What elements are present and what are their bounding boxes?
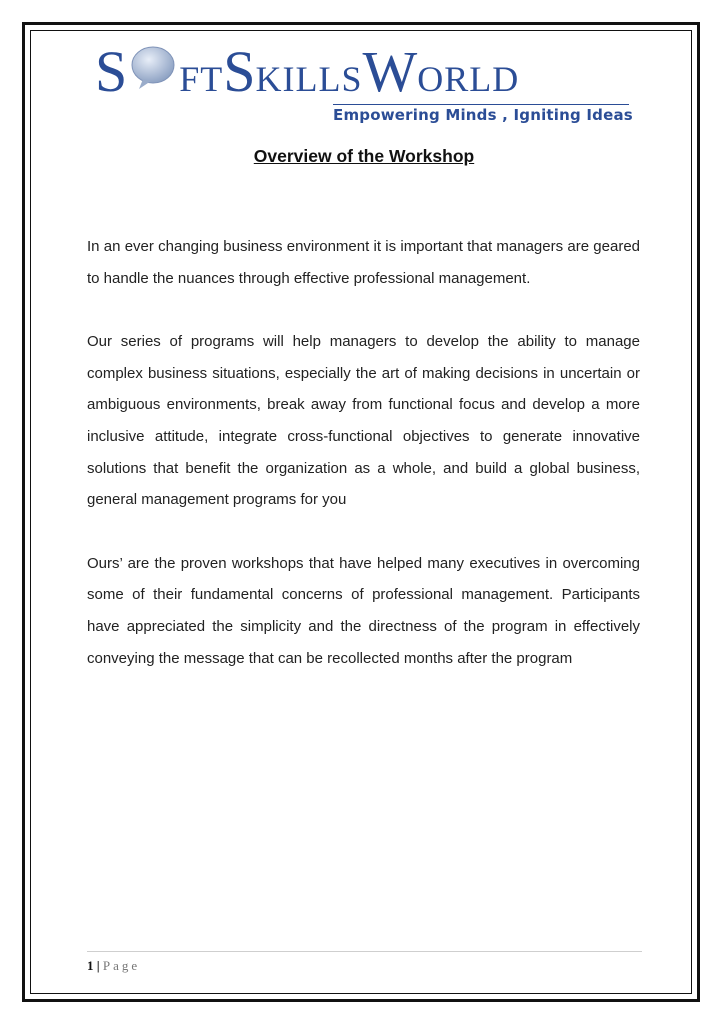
logo-letter-s: S [95,39,128,104]
page-label: Page [102,958,141,973]
softskillsworld-logo [95,40,635,130]
paragraph-programs: Our series of programs will help managers to develop the ability to manage complex business situations, especially the art of making decisions in uncertain or ambiguous environments, break away from functional focus and develop a more inclusive attitude, integrate cross-functional objectives to generate innovative solutions that benefit the organization as a whole, and build a global business, general management programs for you [87,333,640,509]
page-footer [87,958,140,974]
logo-tagline: Empowering Minds , Igniting Ideas [333,106,633,124]
logo-wordmark [95,40,519,104]
logo-letters-orld: ORLD [417,59,520,99]
page-number: 1 [87,958,94,973]
logo-letter-w: W [362,39,418,104]
paragraph-workshops: Ours’ are the proven workshops that have helped many executives in overcoming some of their fundamental concerns of professional management. Participants have appreciated the simplicity and the directness of the program in effectively conveying the message that can be recollected months after the program [87,554,640,667]
page-title: Overview of the Workshop [253,146,475,166]
speech-bubble-icon [129,41,177,91]
footer-divider [87,951,642,952]
logo-letter-s2: S [223,39,256,104]
footer-separator: | [96,958,100,973]
logo-underline [333,104,629,105]
paragraph-intro: In an ever changing business environment it is important that managers are geared to handle the nuances through effective professional management. [87,238,640,287]
logo-letters-kills: KILLS [255,59,363,99]
body-text [87,231,640,706]
logo-letters-ft: FT [179,59,224,99]
